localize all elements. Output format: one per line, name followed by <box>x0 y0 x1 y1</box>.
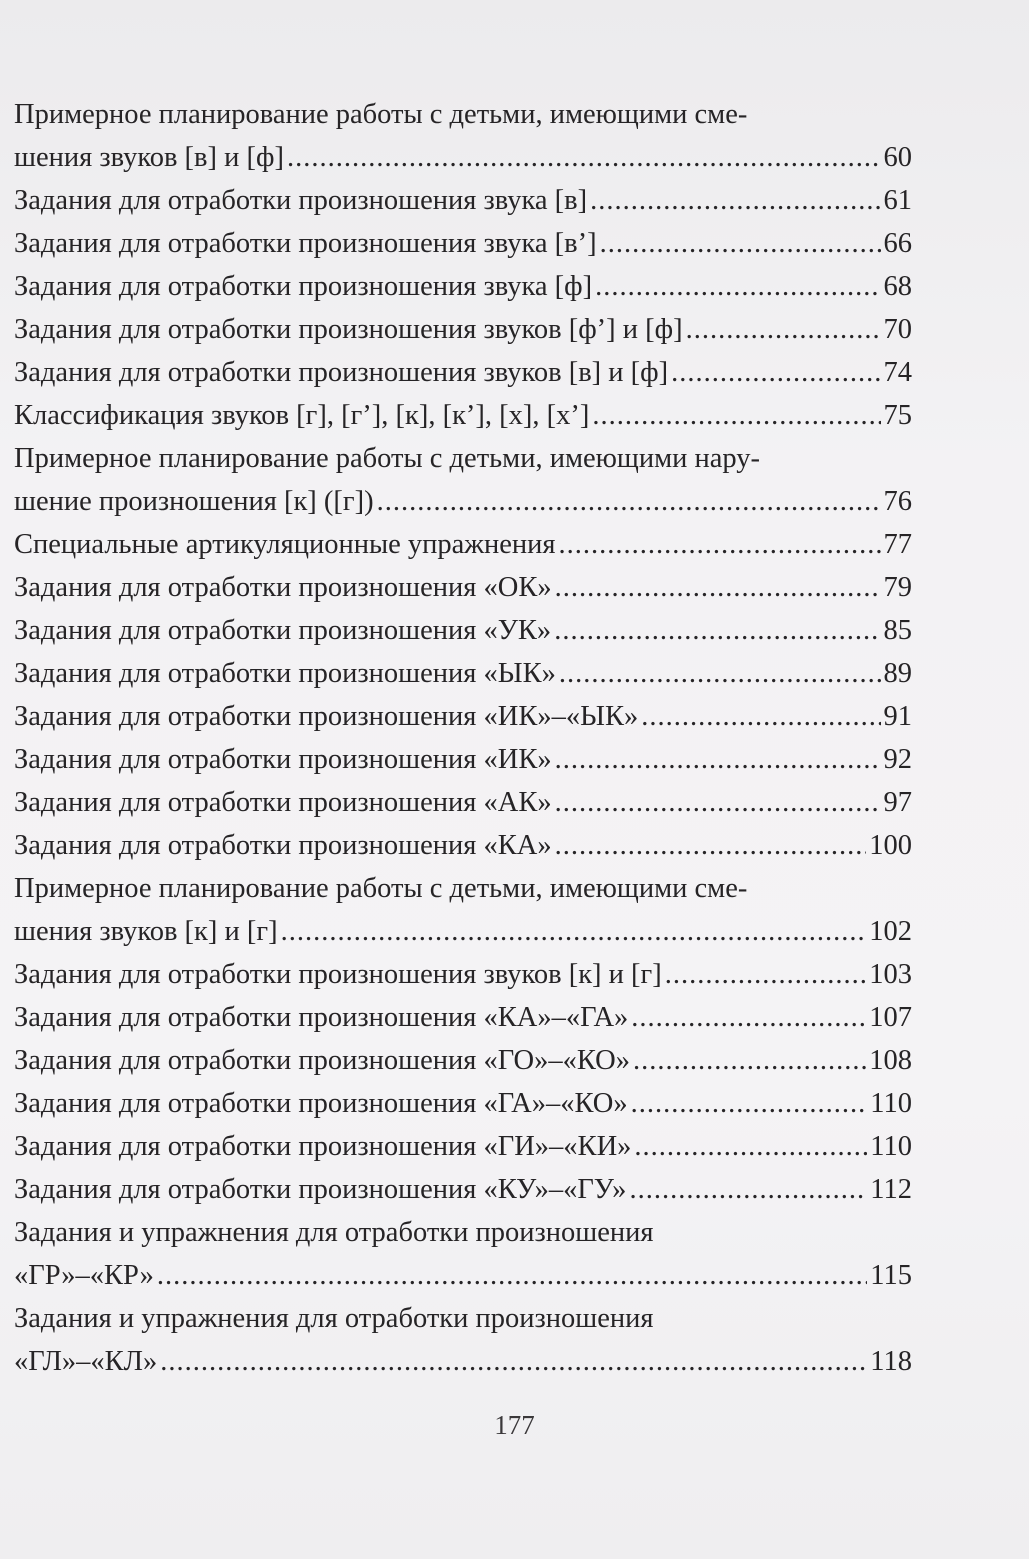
toc-entry-line <box>14 1254 912 1297</box>
toc-entry-page: 102 <box>869 916 912 947</box>
toc-entry-line <box>14 824 912 867</box>
toc-entry-title: «ГР»–«КР» <box>14 1260 154 1291</box>
toc-entry <box>14 695 912 738</box>
dot-leader <box>160 1340 867 1383</box>
toc-entry-title: Задания для отработки произношения звуков [к] и [г] <box>14 959 662 990</box>
toc-entry-title: Задания для отработки произношения «КА» <box>14 830 552 861</box>
dot-leader <box>634 1125 867 1168</box>
dot-leader <box>595 265 880 308</box>
toc-entry-title: Задания для отработки произношения «АК» <box>14 787 552 818</box>
toc-entry-line <box>14 1168 912 1211</box>
toc-entry-title: Специальные артикуляционные упражнения <box>14 529 556 560</box>
toc-entry-title: Задания и упражнения для отработки произношения <box>14 1303 654 1334</box>
toc-entry-line <box>14 566 912 609</box>
toc-entry-title: шения звуков [в] и [ф] <box>14 142 284 173</box>
toc-entry-page: 75 <box>883 400 912 431</box>
toc-entry-line <box>14 265 912 308</box>
toc-entry-title: Задания для отработки произношения «ИК» <box>14 744 552 775</box>
toc-entry-line <box>14 695 912 738</box>
toc-entry-line <box>14 222 912 265</box>
dot-leader <box>377 480 881 523</box>
dot-leader <box>554 609 880 652</box>
toc-entry-page: 74 <box>883 357 912 388</box>
toc-entry-page: 85 <box>883 615 912 646</box>
toc-entry <box>14 953 912 996</box>
toc-entry-title: Задания для отработки произношения звуков [в] и [ф] <box>14 357 669 388</box>
toc-entry <box>14 867 912 953</box>
dot-leader <box>555 781 881 824</box>
toc-entry-line <box>14 1039 912 1082</box>
toc-entry-title: Задания для отработки произношения «УК» <box>14 615 552 646</box>
toc-entry-line <box>14 179 912 222</box>
toc-entry-title: Задания для отработки произношения звука [ф] <box>14 271 593 302</box>
toc-entry-page: 103 <box>869 959 912 990</box>
toc-entry-page: 110 <box>870 1131 912 1162</box>
toc-entry-line <box>14 781 912 824</box>
toc-entry-title: Задания для отработки произношения «ГО»–«КО» <box>14 1045 630 1076</box>
toc-entry-title: Классификация звуков [г], [г’], [к], [к’], [х], [х’] <box>14 400 590 431</box>
toc-entry-page: 92 <box>883 744 912 775</box>
toc-entry <box>14 222 912 265</box>
toc-entry <box>14 351 912 394</box>
toc-entry-page: 89 <box>883 658 912 689</box>
toc-entry-page: 112 <box>870 1174 912 1205</box>
dot-leader <box>555 824 867 867</box>
table-of-contents <box>14 93 912 1383</box>
dot-leader <box>600 222 881 265</box>
toc-entry-title: Задания для отработки произношения звуков [ф’] и [ф] <box>14 314 683 345</box>
toc-entry <box>14 394 912 437</box>
toc-entry <box>14 824 912 867</box>
toc-entry-page: 97 <box>883 787 912 818</box>
page-number: 177 <box>494 1410 535 1440</box>
toc-entry <box>14 1168 912 1211</box>
toc-entry-title: Задания для отработки произношения «ОК» <box>14 572 552 603</box>
toc-entry-title: Задания для отработки произношения «КУ»–«ГУ» <box>14 1174 627 1205</box>
toc-entry-page: 61 <box>883 185 912 216</box>
dot-leader <box>686 308 881 351</box>
toc-entry-page: 60 <box>883 142 912 173</box>
toc-entry-page: 110 <box>870 1088 912 1119</box>
toc-entry-title: Задания для отработки произношения «КА»–«ГА» <box>14 1002 629 1033</box>
toc-entry-page: 118 <box>870 1346 912 1377</box>
toc-entry <box>14 609 912 652</box>
toc-entry-title: Задания для отработки произношения «ИК»–«ЫК» <box>14 701 639 732</box>
toc-entry <box>14 523 912 566</box>
dot-leader <box>641 695 880 738</box>
toc-entry <box>14 738 912 781</box>
toc-entry-title: Задания для отработки произношения «ГА»–«КО» <box>14 1088 628 1119</box>
dot-leader <box>555 566 881 609</box>
toc-entry-page: 66 <box>883 228 912 259</box>
toc-entry-title: Задания для отработки произношения «ГИ»–«КИ» <box>14 1131 632 1162</box>
toc-entry-title: «ГЛ»–«КЛ» <box>14 1346 158 1377</box>
toc-entry-line <box>14 1082 912 1125</box>
toc-entry-page: 108 <box>869 1045 912 1076</box>
toc-entry-line <box>14 996 912 1039</box>
toc-entry-page: 115 <box>870 1260 912 1291</box>
toc-entry-page: 91 <box>883 701 912 732</box>
dot-leader <box>631 996 866 1039</box>
toc-entry <box>14 265 912 308</box>
toc-entry-line <box>14 480 912 523</box>
toc-entry-line <box>14 609 912 652</box>
toc-entry <box>14 437 912 523</box>
toc-entry-line <box>14 1340 912 1383</box>
toc-entry-line <box>14 394 912 437</box>
toc-entry-page: 100 <box>869 830 912 861</box>
toc-entry-page: 77 <box>883 529 912 560</box>
toc-entry <box>14 1297 912 1383</box>
dot-leader <box>592 394 880 437</box>
toc-entry-page: 76 <box>883 486 912 517</box>
toc-entry-line <box>14 738 912 781</box>
toc-entry-title: Задания для отработки произношения звука [в] <box>14 185 588 216</box>
toc-entry-line <box>14 1211 912 1254</box>
toc-entry <box>14 179 912 222</box>
toc-entry-title: Задания для отработки произношения звука [в’] <box>14 228 597 259</box>
toc-entry-line <box>14 867 912 910</box>
toc-entry <box>14 566 912 609</box>
toc-entry-title: Примерное планирование работы с детьми, имеющими нару- <box>14 443 761 474</box>
toc-entry <box>14 1082 912 1125</box>
toc-entry <box>14 1039 912 1082</box>
toc-entry-title: Задания и упражнения для отработки произношения <box>14 1217 654 1248</box>
toc-entry-page: 70 <box>883 314 912 345</box>
dot-leader <box>665 953 867 996</box>
dot-leader <box>629 1168 867 1211</box>
toc-entry-page: 68 <box>883 271 912 302</box>
toc-entry-page: 79 <box>883 572 912 603</box>
toc-entry-line <box>14 351 912 394</box>
dot-leader <box>281 910 867 953</box>
toc-entry-title: шения звуков [к] и [г] <box>14 916 278 947</box>
toc-entry-line <box>14 1125 912 1168</box>
toc-entry-title: Задания для отработки произношения «ЫК» <box>14 658 556 689</box>
dot-leader <box>157 1254 867 1297</box>
toc-entry <box>14 781 912 824</box>
dot-leader <box>559 652 881 695</box>
toc-entry-line <box>14 523 912 566</box>
dot-leader <box>559 523 881 566</box>
toc-entry-line <box>14 652 912 695</box>
toc-entry <box>14 1125 912 1168</box>
dot-leader <box>590 179 880 222</box>
toc-entry-line <box>14 93 912 136</box>
toc-entry-line <box>14 953 912 996</box>
toc-entry <box>14 93 912 179</box>
dot-leader <box>631 1082 868 1125</box>
dot-leader <box>287 136 881 179</box>
dot-leader <box>671 351 880 394</box>
toc-entry-title: Примерное планирование работы с детьми, имеющими сме- <box>14 99 748 130</box>
toc-entry-page: 107 <box>869 1002 912 1033</box>
toc-entry-line <box>14 437 912 480</box>
toc-entry <box>14 1211 912 1297</box>
toc-entry-title: Примерное планирование работы с детьми, имеющими сме- <box>14 873 748 904</box>
toc-entry <box>14 996 912 1039</box>
toc-entry-line <box>14 308 912 351</box>
toc-entry <box>14 652 912 695</box>
dot-leader <box>633 1039 866 1082</box>
toc-entry-line <box>14 910 912 953</box>
dot-leader <box>555 738 881 781</box>
toc-entry-title: шение произношения [к] ([г]) <box>14 486 374 517</box>
toc-entry-line <box>14 1297 912 1340</box>
toc-entry <box>14 308 912 351</box>
toc-entry-line <box>14 136 912 179</box>
